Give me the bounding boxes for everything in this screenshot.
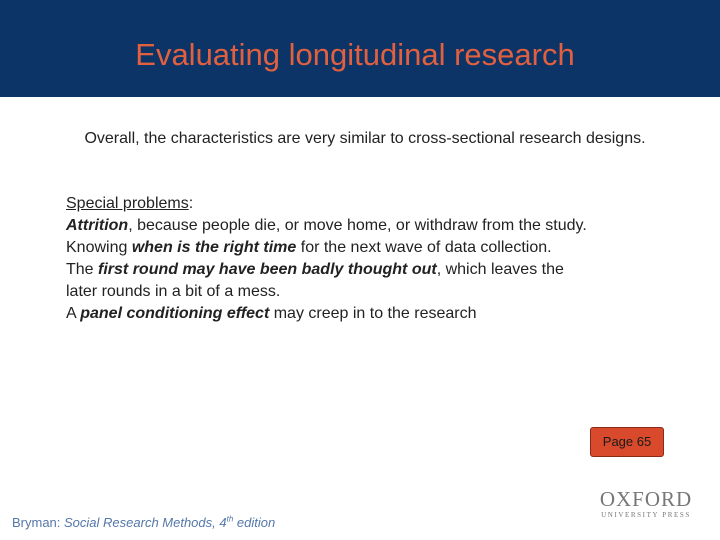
attrition-text: , because people die, or move home, or withdraw from the study. bbox=[128, 217, 587, 234]
timing-term: when is the right time bbox=[131, 239, 297, 256]
oxford-logo-subtitle: UNIVERSITY PRESS bbox=[601, 511, 691, 519]
problems-heading-line bbox=[66, 193, 686, 215]
first-round-line-2: later rounds in a bit of a mess. bbox=[66, 283, 281, 300]
panel-line bbox=[66, 303, 686, 325]
edition-superscript: th bbox=[226, 514, 234, 524]
first-round-line bbox=[66, 259, 686, 281]
attrition-term: Attrition bbox=[66, 217, 129, 234]
timing-text: for the next wave of data collection. bbox=[296, 239, 552, 256]
first-round-prefix: The bbox=[66, 261, 99, 278]
attrition-line bbox=[66, 215, 686, 237]
first-round-term: first round may have been badly thought out bbox=[98, 261, 437, 278]
intro-text: Overall, the characteristics are very similar to cross-sectional research designs. bbox=[84, 130, 646, 147]
special-problems-block bbox=[66, 193, 686, 325]
panel-term: panel conditioning effect bbox=[80, 305, 270, 322]
timing-prefix: Knowing bbox=[66, 239, 132, 256]
panel-prefix: A bbox=[66, 305, 81, 322]
problems-heading: Special problems bbox=[66, 195, 189, 212]
slide-title: Evaluating longitudinal research bbox=[135, 37, 575, 72]
footer-author: Bryman: bbox=[12, 515, 65, 530]
footer-citation bbox=[12, 515, 275, 530]
oxford-logo bbox=[596, 488, 696, 520]
first-round-text: , which leaves the bbox=[436, 261, 564, 278]
panel-text: may creep in to the research bbox=[269, 305, 477, 322]
footer-book-title: Social Research Methods, 4th edition bbox=[64, 514, 276, 530]
timing-line bbox=[66, 237, 686, 259]
oxford-logo-name: OXFORD bbox=[599, 487, 693, 511]
page-reference-badge: Page 65 bbox=[590, 427, 664, 457]
problems-heading-colon: : bbox=[188, 195, 194, 212]
